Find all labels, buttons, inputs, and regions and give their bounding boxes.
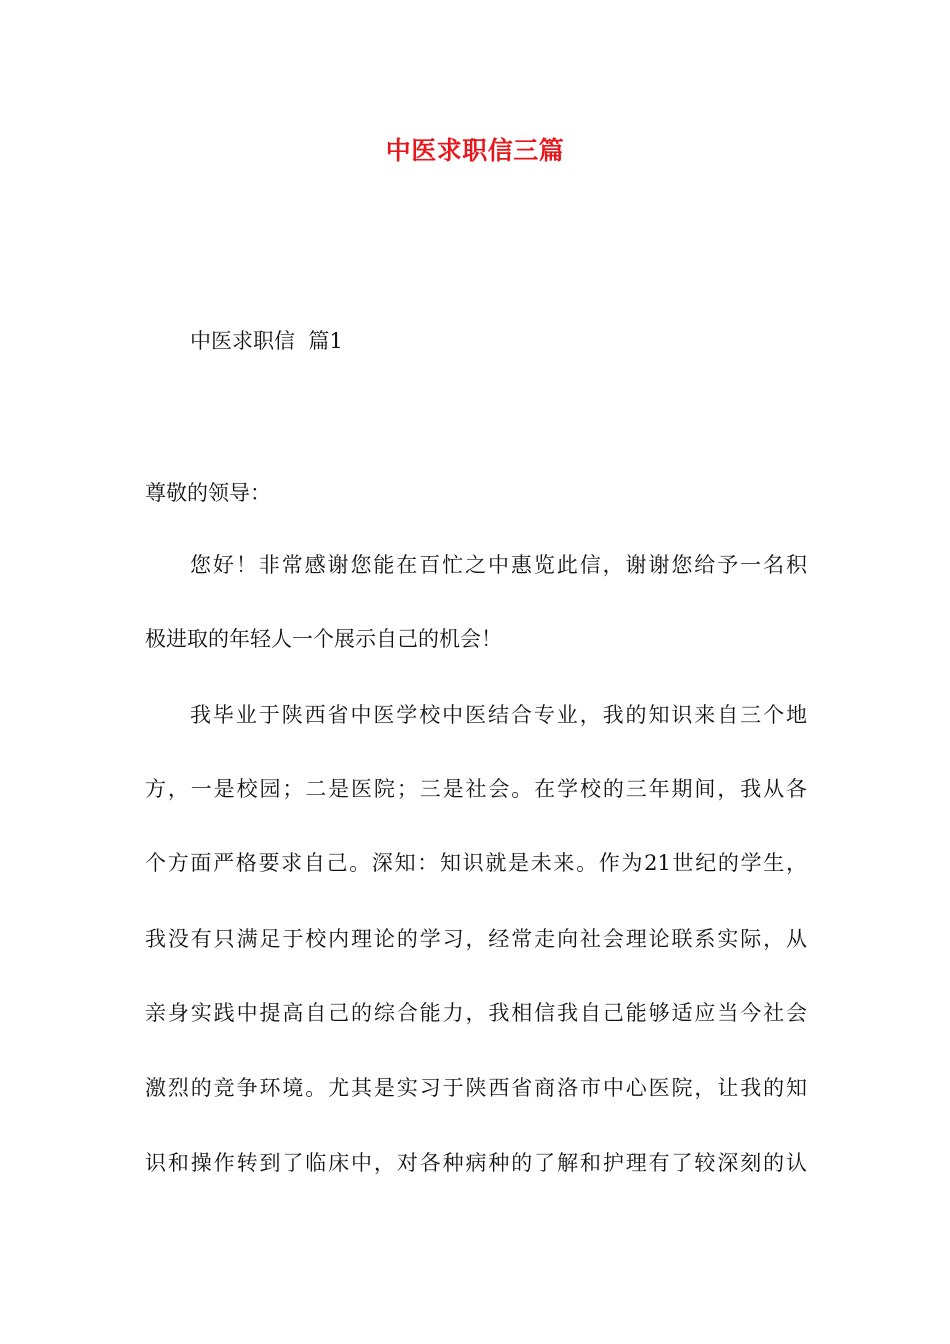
paragraph-2-line-6: 激烈的竞争环境。尤其是实习于陕西省商洛市中心医院，让我的知: [145, 1076, 807, 1100]
paragraph-2-line-3: 个方面严格要求自己。深知：知识就是未来。作为21世纪的学生，: [145, 851, 807, 875]
paragraph-2-line-2: 方，一是校园；二是医院；三是社会。在学校的三年期间，我从各: [145, 777, 807, 801]
paragraph-2-line-4: 我没有只满足于校内理论的学习，经常走向社会理论联系实际，从: [145, 927, 807, 951]
section-heading: 中医求职信 篇1: [190, 329, 343, 353]
paragraph-1-line-2: 极进取的年轻人一个展示自己的机会！: [145, 627, 502, 651]
document-title: 中医求职信三篇: [385, 136, 565, 165]
paragraph-1-line-1: 您好！非常感谢您能在百忙之中惠览此信，谢谢您给予一名积: [190, 553, 807, 577]
salutation: 尊敬的领导：: [145, 481, 271, 505]
paragraph-2-line-1: 我毕业于陕西省中医学校中医结合专业，我的知识来自三个地: [190, 703, 807, 727]
paragraph-2-line-7: 识和操作转到了临床中，对各种病种的了解和护理有了较深刻的认: [145, 1151, 807, 1175]
paragraph-2-line-5: 亲身实践中提高自己的综合能力，我相信我自己能够适应当今社会: [145, 1001, 807, 1025]
